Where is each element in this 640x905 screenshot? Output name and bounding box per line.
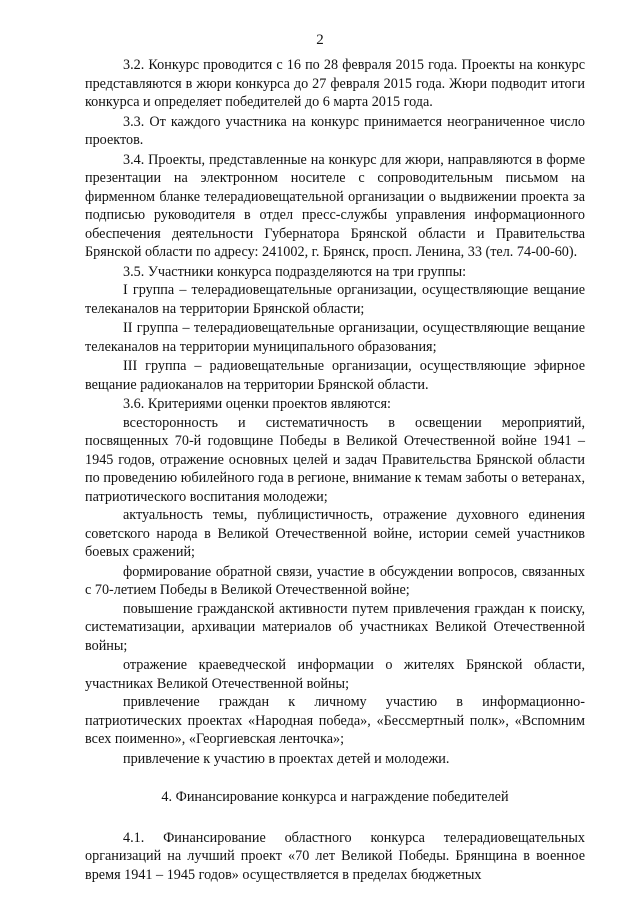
criterion-item: актуальность темы, публицистичность, отражение духовного единения советского народа в Великой Отечественной войне, истории семей участников боевых сражений; [85,507,585,560]
criterion-item: формирование обратной связи, участие в обсуждении вопросов, связанных с 70-летием Победы в Великой Отечественной войне; [85,563,585,598]
group-1-item: I группа – телерадиовещательные организации, осуществляющие вещание телеканалов на территории Брянской области; [85,282,585,317]
section-heading: 4. Финансирование конкурса и награждение победителей [161,789,509,805]
paragraph-3-2: 3.2. Конкурс проводится с 16 по 28 февраля 2015 года. Проекты на конкурс представляются в жюри конкурса до 27 февраля 2015 года. Жюри подводит итоги конкурса и определяет победителей до 6 марта 2015 года. [85,57,585,110]
criterion-item: привлечение граждан к личному участию в информационно-патриотических проектах «Народная победа», «Бессмертный полк», «Вспомним всех поименно», «Георгиевская ленточка»; [85,694,585,747]
criterion-item: привлечение к участию в проектах детей и молодежи. [123,750,450,767]
paragraph-4-1: 4.1. Финансирование областного конкурса телерадиовещательных организаций на лучший проект «70 лет Великой Победы. Брянщина в военное время 1941 – 1945 годов» осуществляется в пределах бюджетных [85,829,585,883]
criterion-item: всесторонность и систематичность в освещении мероприятий, посвященных 70-й годовщине Победы в Великой Отечественной войне 1941 – 1945 годов, отражение основных целей и задач Правительства Брянской области по проведению юбилейного года в регионе, внимание к темам заботы о ветеранах, патриотического воспитания молодежи; [85,414,585,505]
group-2-item: II группа – телерадиовещательные организации, осуществляющие вещание телеканалов на территории муниципального образования; [85,320,585,355]
paragraph-3-4: 3.4. Проекты, представленные на конкурс для жюри, направляются в форме презентации на электронном носителе с сопроводительным письмом на фирменном бланке телерадиовещательной организации о выдвижении проекта за подписью руководителя в отдел пресс-службы управления информационного обеспечения деятельности Губернатора Брянской области и Правительства Брянской области по адресу: 241002, г. Брянск, просп. Ленина, 33 (тел. 74-00-60). [85,151,585,260]
paragraph-3-6: 3.6. Критериями оценки проектов являются: [123,396,391,412]
criterion-item: отражение краеведческой информации о жителях Брянской области, участниках Великой Отечественной войны; [85,657,585,692]
criterion-item: повышение гражданской активности путем привлечения граждан к поиску, систематизации, архивации материалов об участниках Великой Отечественной войны; [85,600,585,654]
document-body [85,56,585,884]
paragraph-3-3: 3.3. От каждого участника на конкурс принимается неограниченное число проектов. [85,113,585,148]
group-3-item: III группа – радиовещательные организации, осуществляющие эфирное вещание радиоканалов на территории Брянской области. [85,358,585,393]
paragraph-3-5: 3.5. Участники конкурса подразделяются на три группы: [123,263,467,280]
page-number: 2 [316,32,324,48]
